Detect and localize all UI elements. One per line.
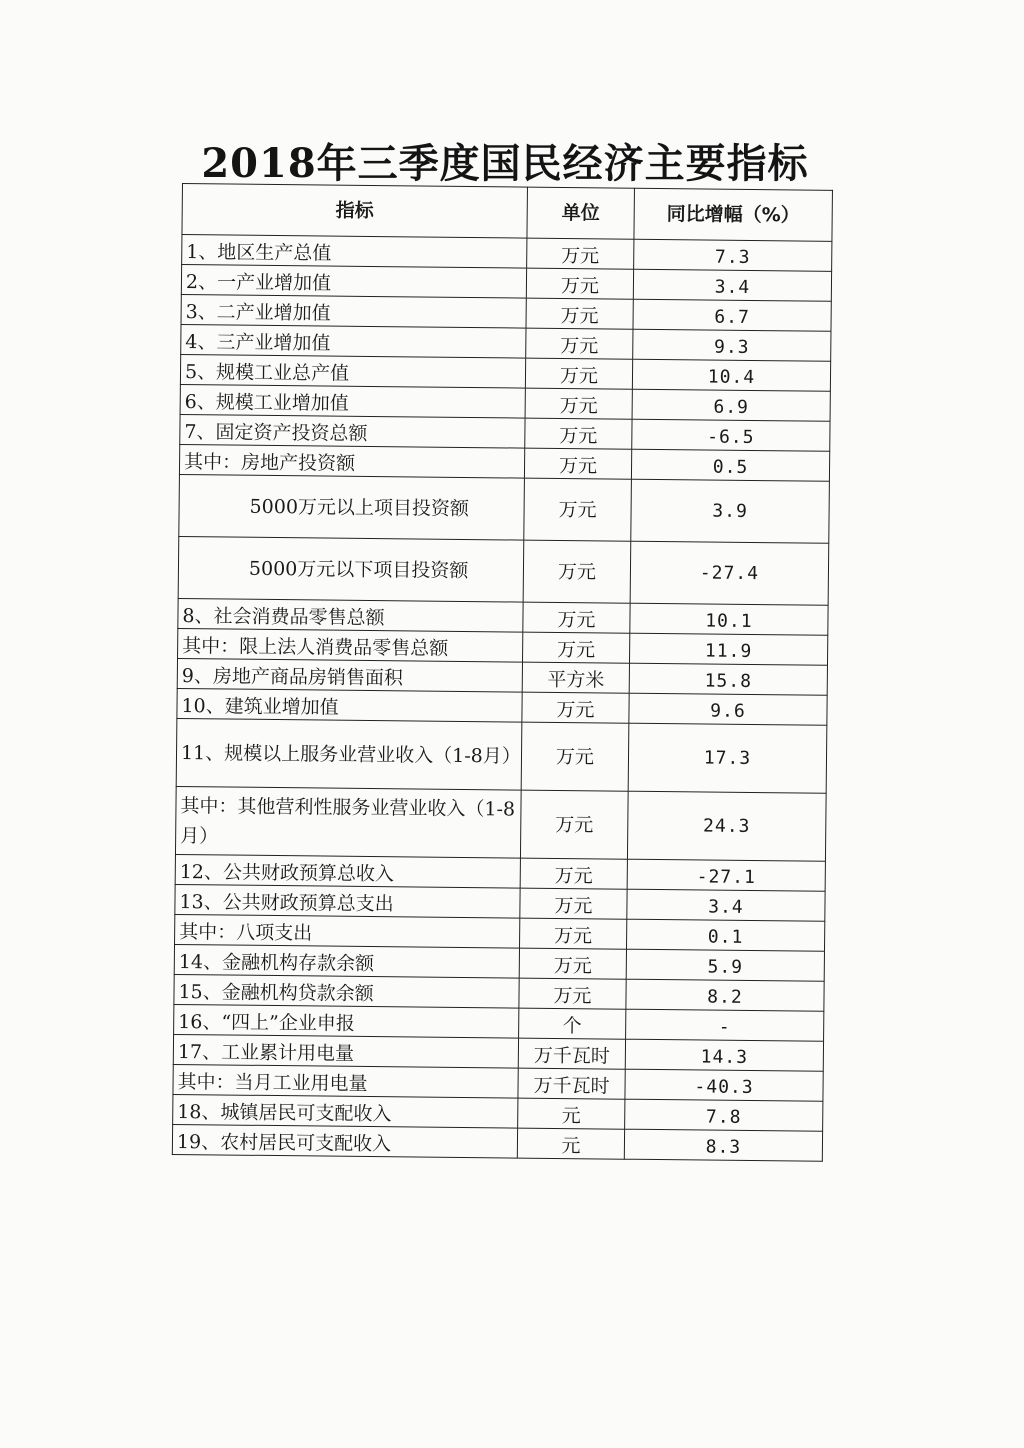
indicator-value: -27.1 <box>627 859 825 891</box>
indicator-unit: 万元 <box>520 888 627 919</box>
indicator-name: 其中：限上法人消费品零售总额 <box>178 628 523 662</box>
indicator-unit: 万元 <box>520 790 628 859</box>
indicator-unit: 万元 <box>524 448 631 479</box>
indicator-unit: 万元 <box>520 858 627 889</box>
indicator-value: 3.4 <box>627 889 825 921</box>
indicator-value: 14.3 <box>625 1039 823 1071</box>
indicator-unit: 万元 <box>523 540 631 603</box>
indicator-name: 12、公共财政预算总收入 <box>175 854 520 888</box>
indicator-value: 0.5 <box>631 449 829 481</box>
indicator-value: 3.9 <box>631 479 830 543</box>
indicator-value: 8.3 <box>624 1129 822 1161</box>
indicator-value: 10.1 <box>630 603 828 635</box>
indicator-value: 17.3 <box>628 723 827 793</box>
indicator-unit: 平方米 <box>522 662 629 693</box>
header-growth: 同比增幅（%） <box>634 188 833 241</box>
indicator-name: 1、地区生产总值 <box>182 235 527 269</box>
indicator-unit: 万元 <box>523 632 630 663</box>
indicator-name: 18、城镇居民可支配收入 <box>173 1094 518 1128</box>
indicator-value: 24.3 <box>627 791 826 861</box>
table-header-row <box>182 184 832 242</box>
indicator-name: 15、金融机构贷款余额 <box>174 974 519 1008</box>
indicator-name: 11、规模以上服务业营业收入（1-8月） <box>176 718 522 790</box>
indicator-name: 5、规模工业总产值 <box>180 354 525 388</box>
indicator-value: -40.3 <box>625 1069 823 1101</box>
indicator-name: 19、农村居民可支配收入 <box>172 1124 517 1158</box>
indicator-unit: 个 <box>519 1008 626 1039</box>
table-row <box>175 786 826 861</box>
indicator-unit: 万千瓦时 <box>518 1038 625 1069</box>
indicator-name: 其中：房地产投资额 <box>179 444 524 478</box>
indicator-value: 9.3 <box>633 329 831 361</box>
header-indicator: 指标 <box>182 184 528 239</box>
indicator-unit: 万元 <box>527 238 634 269</box>
indicator-name: 其中：其他营利性服务业营业收入（1-8月） <box>175 786 521 858</box>
indicator-value: 3.4 <box>633 269 831 301</box>
indicator-value: 8.2 <box>626 979 824 1011</box>
indicator-name: 9、房地产商品房销售面积 <box>177 658 522 692</box>
indicator-value: 5.9 <box>626 949 824 981</box>
indicator-value: - <box>626 1009 824 1041</box>
indicator-value: -6.5 <box>632 419 830 451</box>
indicator-value: 7.8 <box>625 1099 823 1131</box>
indicator-unit: 万元 <box>524 478 632 541</box>
indicator-unit: 万元 <box>525 358 632 389</box>
indicator-value: 7.3 <box>634 239 832 271</box>
indicator-name: 14、金融机构存款余额 <box>174 944 519 978</box>
indicator-value: 6.7 <box>633 299 831 331</box>
header-unit: 单位 <box>527 187 635 239</box>
indicator-unit: 万元 <box>525 418 632 449</box>
indicator-unit: 万元 <box>519 978 626 1009</box>
indicator-name: 16、“四上”企业申报 <box>174 1004 519 1038</box>
indicator-unit: 万元 <box>526 298 633 329</box>
indicator-name: 其中：八项支出 <box>175 914 520 948</box>
indicator-unit: 万千瓦时 <box>518 1068 625 1099</box>
indicator-name: 7、固定资产投资总额 <box>180 414 525 448</box>
table-row <box>178 536 829 605</box>
indicator-name: 5000万元以上项目投资额 <box>179 474 525 540</box>
indicator-name: 3、二产业增加值 <box>181 294 526 328</box>
indicator-name: 5000万元以下项目投资额 <box>178 536 524 602</box>
indicator-name: 其中：当月工业用电量 <box>173 1064 518 1098</box>
indicator-name: 4、三产业增加值 <box>181 324 526 358</box>
indicator-value: 11.9 <box>629 633 827 665</box>
indicator-unit: 万元 <box>519 948 626 979</box>
indicator-value: 9.6 <box>629 693 827 725</box>
indicator-unit: 万元 <box>520 918 627 949</box>
table-row <box>179 474 830 543</box>
table-row <box>176 718 827 793</box>
indicator-value: 10.4 <box>632 359 830 391</box>
indicator-name: 8、社会消费品零售总额 <box>178 598 523 632</box>
indicator-value: 0.1 <box>627 919 825 951</box>
table-row <box>172 1124 822 1161</box>
indicator-value: -27.4 <box>630 541 829 605</box>
document-title: 2018年三季度国民经济主要指标 <box>201 140 809 187</box>
indicator-unit: 万元 <box>526 268 633 299</box>
indicator-name: 6、规模工业增加值 <box>180 384 525 418</box>
indicator-unit: 万元 <box>526 328 633 359</box>
indicator-table <box>172 183 833 1162</box>
indicator-unit: 元 <box>518 1098 625 1129</box>
indicator-unit: 万元 <box>525 388 632 419</box>
indicator-unit: 万元 <box>521 722 629 791</box>
indicator-unit: 元 <box>517 1128 624 1159</box>
indicator-unit: 万元 <box>522 692 629 723</box>
indicator-name: 2、一产业增加值 <box>181 265 526 299</box>
indicator-value: 6.9 <box>632 389 830 421</box>
indicator-name: 17、工业累计用电量 <box>173 1034 518 1068</box>
indicator-name: 13、公共财政预算总支出 <box>175 884 520 918</box>
indicator-value: 15.8 <box>629 663 827 695</box>
indicator-unit: 万元 <box>523 602 630 633</box>
indicator-name: 10、建筑业增加值 <box>177 688 522 722</box>
